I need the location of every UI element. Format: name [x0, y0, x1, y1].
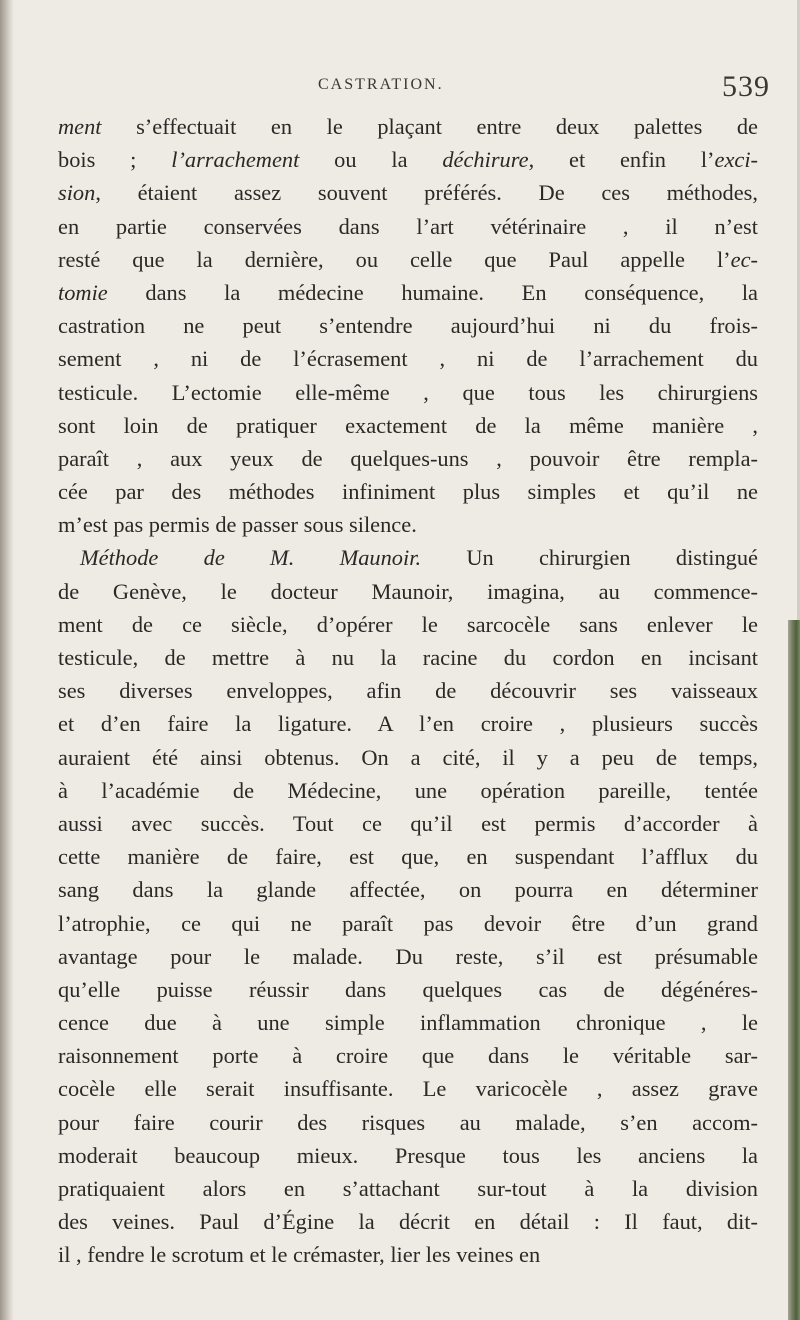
text-run: raisonnement porte à croire que dans le véritable sar-	[58, 1043, 758, 1069]
text-line	[58, 442, 758, 475]
text-run: auraient été ainsi obtenus. On a cité, il y a peu de temps,	[58, 744, 758, 770]
text-run: avantage pour le malade. Du reste, s’il est présumable	[58, 943, 758, 969]
text-run: l’atrophie, ce qui ne paraît pas devoir être d’un grand	[58, 910, 758, 936]
text-line	[58, 508, 758, 541]
italic-text: ec-	[730, 246, 758, 272]
text-line	[58, 1072, 758, 1105]
text-run: s’effectuait en le plaçant entre deux palettes de	[101, 114, 758, 139]
text-run: cocèle elle serait insuffisante. Le varicocèle , assez grave	[58, 1076, 758, 1102]
text-line	[58, 276, 758, 309]
text-run: m’est pas permis de passer sous silence.	[58, 512, 417, 538]
text-line	[58, 376, 758, 409]
text-run: ses diverses enveloppes, afin de découvrir ses vaisseaux	[58, 678, 758, 704]
text-line	[58, 741, 758, 774]
text-line	[58, 641, 758, 674]
text-line	[58, 575, 758, 608]
text-line	[58, 907, 758, 940]
text-run: à l’académie de Médecine, une opération pareille, tentée	[58, 777, 758, 803]
text-run: pour faire courir des risques au malade, s’en accom-	[58, 1109, 758, 1135]
text-run: pratiquaient alors en s’attachant sur-tout à la division	[58, 1176, 758, 1201]
text-line	[58, 674, 758, 707]
text-line	[58, 342, 758, 375]
text-line	[58, 973, 758, 1006]
text-run: et d’en faire la ligature. A l’en croire , plusieurs succès	[58, 711, 758, 737]
body-text	[58, 110, 758, 1272]
text-run: , et enfin l’	[528, 147, 715, 173]
text-line	[58, 210, 758, 243]
text-run: ment de ce siècle, d’opérer le sarcocèle sans enlever le	[58, 611, 758, 637]
italic-text: sion	[58, 180, 96, 206]
text-run: cette manière de faire, est que, en suspendant l’afflux du	[58, 844, 758, 870]
text-run: aussi avec succès. Tout ce qu’il est permis d’accorder à	[58, 810, 758, 836]
text-run: resté que la dernière, ou celle que Paul appelle l’	[58, 246, 731, 272]
text-run: cée par des méthodes infiniment plus simples et qu’il ne	[58, 479, 758, 505]
text-line	[58, 1172, 758, 1205]
text-line	[58, 475, 758, 508]
text-run: testicule. L’ectomie elle-même , que tous les chirurgiens	[58, 379, 758, 405]
text-line	[58, 110, 758, 143]
page-edge-stain	[788, 620, 800, 1320]
text-run: moderait beaucoup mieux. Presque tous les anciens la	[58, 1142, 758, 1168]
page-number: 539	[722, 70, 770, 103]
text-line	[58, 1039, 758, 1072]
text-line	[58, 873, 758, 906]
text-line	[58, 1139, 758, 1172]
running-head	[0, 72, 800, 112]
italic-text: Méthode de M. Maunoir.	[80, 545, 422, 571]
italic-text: ment	[58, 114, 102, 139]
text-line	[58, 541, 758, 574]
text-line	[58, 143, 758, 176]
text-line	[58, 807, 758, 840]
text-run: de Genève, le docteur Maunoir, imagina, au commence-	[58, 578, 758, 604]
text-line	[58, 1205, 758, 1238]
text-run: castration ne peut s’entendre aujourd’hui ni du frois-	[58, 313, 758, 339]
text-line	[58, 309, 758, 342]
italic-text: tomie	[58, 279, 108, 305]
text-line	[58, 243, 758, 276]
text-line	[58, 940, 758, 973]
text-line	[58, 1006, 758, 1039]
italic-text: déchirure	[442, 147, 529, 173]
text-run: en partie conservées dans l’art vétérinaire , il n’est	[58, 213, 758, 239]
text-run: paraît , aux yeux de quelques-uns , pouvoir être rempla-	[58, 445, 758, 471]
text-run: testicule, de mettre à nu la racine du cordon en incisant	[58, 645, 758, 670]
text-run: des veines. Paul d’Égine la décrit en détail : Il faut, dit-	[58, 1209, 758, 1235]
text-run: il , fendre le scrotum et le crémaster, lier les veines en	[58, 1242, 541, 1268]
text-line	[58, 409, 758, 442]
text-run: dans la médecine humaine. En conséquence, la	[107, 279, 758, 305]
text-line	[58, 774, 758, 807]
text-run: ou la	[299, 147, 443, 173]
text-run: sang dans la glande affectée, on pourra en déterminer	[58, 877, 758, 903]
text-line	[58, 176, 758, 209]
text-line	[58, 1238, 758, 1271]
text-run: qu’elle puisse réussir dans quelques cas de dégénéres-	[58, 976, 758, 1002]
text-run: Un chirurgien distingué	[421, 545, 758, 571]
text-run: , étaient assez souvent préférés. De ces méthodes,	[95, 180, 758, 206]
text-run: sont loin de pratiquer exactement de la même manière ,	[58, 412, 758, 438]
text-line	[58, 840, 758, 873]
text-line	[58, 1106, 758, 1139]
text-line	[58, 608, 758, 641]
italic-text: l’arrachement	[171, 147, 300, 173]
italic-text: exci-	[714, 147, 759, 173]
binding-shadow	[0, 0, 14, 1320]
running-head-title: CASTRATION.	[318, 76, 444, 93]
text-run: bois ;	[58, 147, 172, 173]
text-run: cence due à une simple inflammation chronique , le	[58, 1010, 758, 1036]
text-run: sement , ni de l’écrasement , ni de l’arrachement du	[58, 346, 758, 372]
text-line	[58, 707, 758, 740]
